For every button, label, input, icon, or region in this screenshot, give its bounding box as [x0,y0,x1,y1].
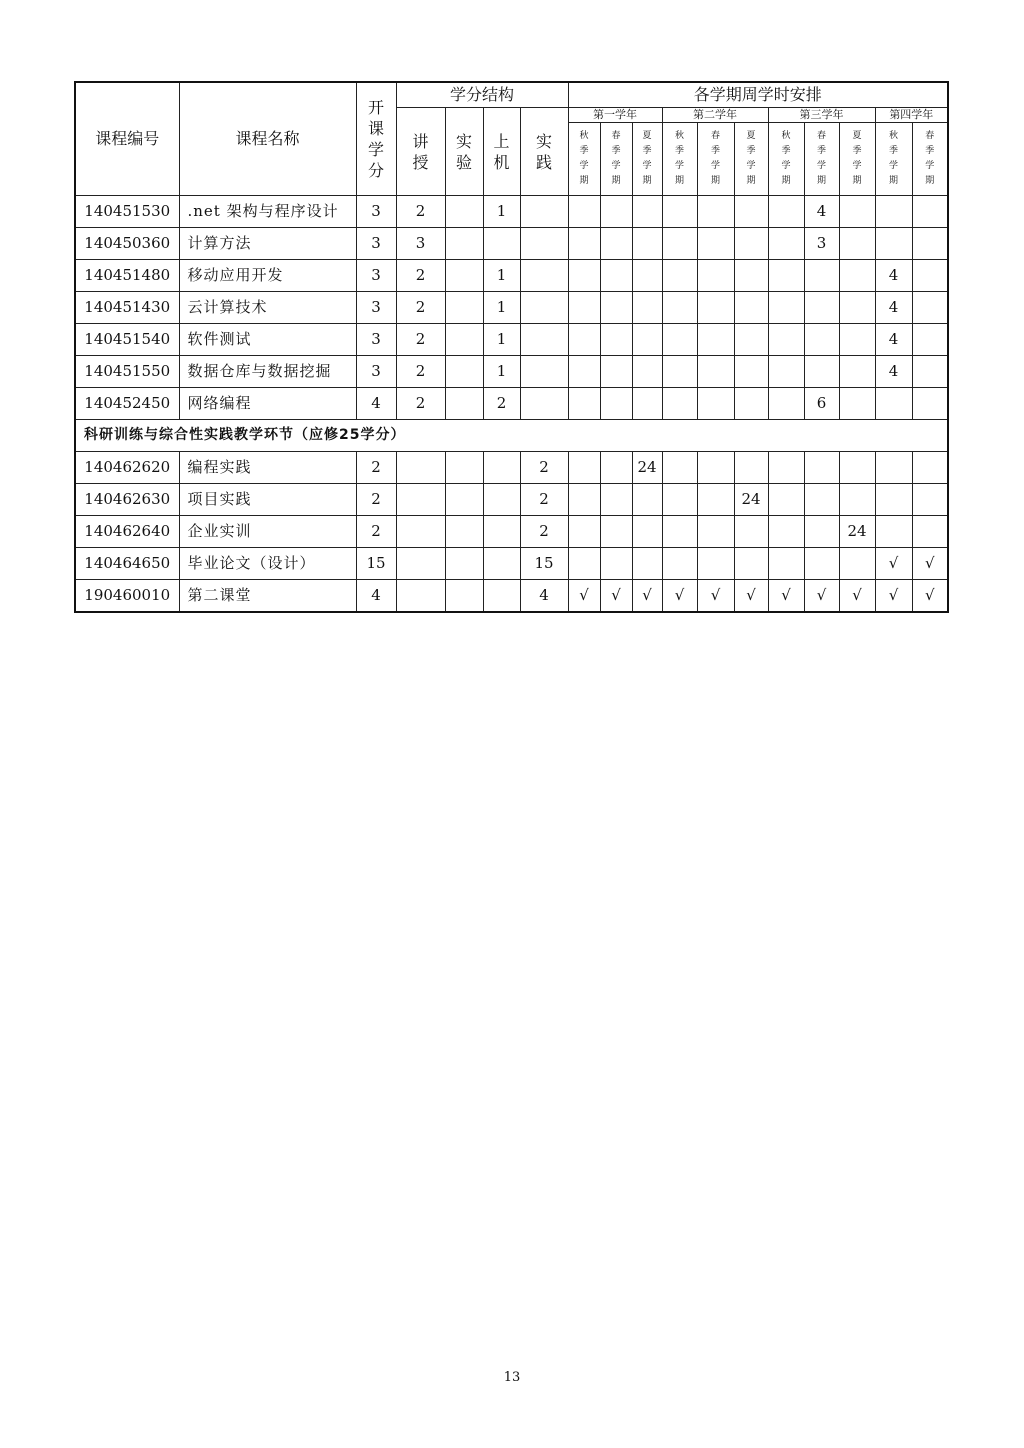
semester-hours-cell [839,228,875,260]
semester-hours-cell [662,260,697,292]
header-row-1 [75,82,948,108]
semester-hours-cell [768,292,804,324]
semester-hours-cell [662,452,697,484]
table-row [75,388,948,420]
course-credits: 4 [356,580,396,613]
header-semester: 春 季 学 期 [600,123,632,196]
table-row [75,228,948,260]
course-computer: 1 [483,356,520,388]
semester-hours-cell [768,388,804,420]
semester-hours-cell [734,516,768,548]
semester-hours-cell [912,324,948,356]
course-code: 140451530 [75,196,179,228]
course-experiment [445,580,483,613]
course-lecture: 2 [396,356,445,388]
semester-hours-cell: 4 [804,196,839,228]
semester-hours-cell [768,452,804,484]
semester-hours-cell [734,356,768,388]
semester-hours-cell [632,228,662,260]
header-credit-structure: 学分结构 [396,82,568,108]
semester-hours-cell [734,228,768,260]
header-credits: 开 课 学 分 [356,82,396,196]
course-name: 移动应用开发 [179,260,356,292]
semester-hours-cell: √ [839,580,875,613]
semester-hours-cell [632,196,662,228]
semester-hours-cell [600,228,632,260]
semester-hours-cell [568,292,600,324]
table-row [75,548,948,580]
course-computer: 1 [483,324,520,356]
course-experiment [445,548,483,580]
course-practice [520,292,568,324]
course-practice: 15 [520,548,568,580]
semester-hours-cell [600,388,632,420]
semester-hours-cell [734,548,768,580]
course-lecture [396,548,445,580]
course-practice: 2 [520,516,568,548]
semester-hours-cell [697,516,734,548]
course-computer: 1 [483,260,520,292]
semester-hours-cell [839,388,875,420]
semester-hours-cell [662,292,697,324]
course-lecture: 2 [396,260,445,292]
course-credits: 3 [356,228,396,260]
semester-hours-cell: √ [600,580,632,613]
semester-hours-cell [875,452,912,484]
course-credits: 3 [356,260,396,292]
semester-hours-cell [875,196,912,228]
semester-hours-cell [875,484,912,516]
course-lecture: 2 [396,324,445,356]
semester-hours-cell [568,324,600,356]
course-experiment [445,228,483,260]
semester-hours-cell: √ [804,580,839,613]
semester-hours-cell [768,548,804,580]
header-semester: 夏 季 学 期 [734,123,768,196]
semester-hours-cell [568,228,600,260]
semester-hours-cell: 24 [734,484,768,516]
course-name: 计算方法 [179,228,356,260]
semester-hours-cell [912,388,948,420]
table-row [75,580,948,613]
semester-hours-cell: √ [568,580,600,613]
course-code: 140451550 [75,356,179,388]
semester-hours-cell [697,452,734,484]
course-credits: 15 [356,548,396,580]
semester-hours-cell [839,260,875,292]
course-lecture: 2 [396,196,445,228]
semester-hours-cell [568,260,600,292]
course-code: 140451480 [75,260,179,292]
semester-hours-cell [662,548,697,580]
course-credits: 3 [356,292,396,324]
semester-hours-cell [912,196,948,228]
semester-hours-cell [662,196,697,228]
semester-hours-cell [804,324,839,356]
header-year-4: 第四学年 [875,108,948,123]
semester-hours-cell [697,260,734,292]
semester-hours-cell: √ [875,548,912,580]
table-row [75,452,948,484]
course-code: 140451540 [75,324,179,356]
semester-hours-cell [662,356,697,388]
semester-hours-cell [697,548,734,580]
course-name: 毕业论文（设计） [179,548,356,580]
course-lecture: 2 [396,292,445,324]
course-practice [520,260,568,292]
semester-hours-cell [734,292,768,324]
semester-hours-cell [632,292,662,324]
course-computer: 1 [483,292,520,324]
semester-hours-cell [839,196,875,228]
semester-hours-cell [912,260,948,292]
semester-hours-cell [804,548,839,580]
semester-hours-cell: 24 [839,516,875,548]
semester-hours-cell: 4 [875,292,912,324]
header-semester: 夏 季 学 期 [839,123,875,196]
semester-hours-cell [632,324,662,356]
semester-hours-cell: 6 [804,388,839,420]
page-number: 13 [503,1370,521,1385]
header-year-3: 第三学年 [768,108,875,123]
semester-hours-cell [600,452,632,484]
course-name: 网络编程 [179,388,356,420]
header-year-2: 第二学年 [662,108,768,123]
semester-hours-cell [600,484,632,516]
course-code: 140450360 [75,228,179,260]
course-credits: 2 [356,484,396,516]
course-lecture [396,580,445,613]
course-credits: 4 [356,388,396,420]
semester-hours-cell [662,484,697,516]
semester-hours-cell [912,484,948,516]
semester-hours-cell [632,356,662,388]
semester-hours-cell [568,452,600,484]
semester-hours-cell [662,228,697,260]
course-experiment [445,484,483,516]
semester-hours-cell: √ [912,548,948,580]
course-experiment [445,260,483,292]
semester-hours-cell [697,292,734,324]
course-code: 140451430 [75,292,179,324]
semester-hours-cell [697,388,734,420]
semester-hours-cell [768,196,804,228]
semester-hours-cell [804,356,839,388]
course-name: .net 架构与程序设计 [179,196,356,228]
section-row [75,420,948,452]
course-experiment [445,324,483,356]
header-lecture: 讲 授 [396,108,445,196]
semester-hours-cell: √ [662,580,697,613]
section-title: 科研训练与综合性实践教学环节（应修25学分） [75,420,948,452]
course-lecture [396,516,445,548]
course-computer [483,516,520,548]
course-computer [483,452,520,484]
course-practice [520,388,568,420]
semester-hours-cell [839,356,875,388]
semester-hours-cell [600,548,632,580]
semester-hours-cell [697,484,734,516]
semester-hours-cell [804,452,839,484]
header-semester: 秋 季 学 期 [875,123,912,196]
semester-hours-cell: √ [734,580,768,613]
semester-hours-cell: 4 [875,324,912,356]
curriculum-table [74,81,949,613]
course-name: 企业实训 [179,516,356,548]
course-code: 140452450 [75,388,179,420]
table-row [75,516,948,548]
semester-hours-cell [875,516,912,548]
header-year-1: 第一学年 [568,108,662,123]
course-practice [520,196,568,228]
semester-hours-cell: √ [768,580,804,613]
semester-hours-cell [839,292,875,324]
semester-hours-cell [804,484,839,516]
course-name: 第二课堂 [179,580,356,613]
semester-hours-cell [600,516,632,548]
semester-hours-cell: 4 [875,260,912,292]
table-row [75,356,948,388]
course-computer: 1 [483,196,520,228]
course-computer [483,580,520,613]
semester-hours-cell [734,388,768,420]
course-practice [520,356,568,388]
header-name: 课程名称 [179,82,356,196]
semester-hours-cell [734,260,768,292]
semester-hours-cell: 3 [804,228,839,260]
course-name: 云计算技术 [179,292,356,324]
course-practice: 4 [520,580,568,613]
semester-hours-cell: √ [875,580,912,613]
semester-hours-cell [768,484,804,516]
semester-hours-cell [600,196,632,228]
semester-hours-cell [839,548,875,580]
header-computer: 上 机 [483,108,520,196]
semester-hours-cell [734,196,768,228]
course-code: 140462630 [75,484,179,516]
semester-hours-cell [632,388,662,420]
course-experiment [445,452,483,484]
course-lecture [396,452,445,484]
semester-hours-cell [568,388,600,420]
semester-hours-cell [662,516,697,548]
semester-hours-cell: √ [632,580,662,613]
course-experiment [445,356,483,388]
course-computer [483,228,520,260]
header-semester: 春 季 学 期 [697,123,734,196]
semester-hours-cell [734,324,768,356]
course-experiment [445,196,483,228]
semester-hours-cell [768,356,804,388]
semester-hours-cell [839,452,875,484]
course-name: 数据仓库与数据挖掘 [179,356,356,388]
course-practice: 2 [520,452,568,484]
semester-hours-cell [600,356,632,388]
header-semester: 夏 季 学 期 [632,123,662,196]
semester-hours-cell [768,516,804,548]
course-code: 190460010 [75,580,179,613]
course-name: 软件测试 [179,324,356,356]
course-practice [520,324,568,356]
semester-hours-cell [600,292,632,324]
semester-hours-cell [912,516,948,548]
header-code: 课程编号 [75,82,179,196]
course-experiment [445,516,483,548]
header-semester: 秋 季 学 期 [768,123,804,196]
header-semester: 秋 季 学 期 [662,123,697,196]
semester-hours-cell [912,228,948,260]
semester-hours-cell [632,260,662,292]
semester-hours-cell [568,484,600,516]
course-credits: 3 [356,356,396,388]
semester-hours-cell [804,516,839,548]
table-row [75,292,948,324]
table-row [75,324,948,356]
table-row [75,196,948,228]
semester-hours-cell [600,260,632,292]
course-code: 140462640 [75,516,179,548]
semester-hours-cell [912,292,948,324]
semester-hours-cell [804,292,839,324]
course-practice: 2 [520,484,568,516]
semester-hours-cell [839,484,875,516]
course-code: 140462620 [75,452,179,484]
semester-hours-cell [568,356,600,388]
semester-hours-cell: √ [912,580,948,613]
course-lecture [396,484,445,516]
course-experiment [445,292,483,324]
course-name: 编程实践 [179,452,356,484]
semester-hours-cell [839,324,875,356]
table-row [75,484,948,516]
semester-hours-cell: 24 [632,452,662,484]
semester-hours-cell [912,356,948,388]
semester-hours-cell [632,516,662,548]
header-schedule: 各学期周学时安排 [568,82,948,108]
semester-hours-cell [632,548,662,580]
semester-hours-cell [768,324,804,356]
course-lecture: 2 [396,388,445,420]
semester-hours-cell [568,548,600,580]
course-practice [520,228,568,260]
table-row [75,260,948,292]
header-practice: 实 践 [520,108,568,196]
semester-hours-cell [697,228,734,260]
header-semester: 春 季 学 期 [804,123,839,196]
semester-hours-cell [697,356,734,388]
course-computer: 2 [483,388,520,420]
header-semester: 春 季 学 期 [912,123,948,196]
course-code: 140464650 [75,548,179,580]
semester-hours-cell [568,516,600,548]
semester-hours-cell [912,452,948,484]
semester-hours-cell: 4 [875,356,912,388]
semester-hours-cell [697,324,734,356]
semester-hours-cell: √ [697,580,734,613]
course-lecture: 3 [396,228,445,260]
semester-hours-cell [804,260,839,292]
course-credits: 3 [356,196,396,228]
header-experiment: 实 验 [445,108,483,196]
course-credits: 3 [356,324,396,356]
course-computer [483,548,520,580]
semester-hours-cell [600,324,632,356]
header-semester: 秋 季 学 期 [568,123,600,196]
semester-hours-cell [875,228,912,260]
semester-hours-cell [662,388,697,420]
semester-hours-cell [568,196,600,228]
semester-hours-cell [875,388,912,420]
semester-hours-cell [697,196,734,228]
course-experiment [445,388,483,420]
course-name: 项目实践 [179,484,356,516]
course-credits: 2 [356,452,396,484]
semester-hours-cell [768,228,804,260]
semester-hours-cell [734,452,768,484]
semester-hours-cell [632,484,662,516]
semester-hours-cell [662,324,697,356]
course-credits: 2 [356,516,396,548]
semester-hours-cell [768,260,804,292]
course-computer [483,484,520,516]
